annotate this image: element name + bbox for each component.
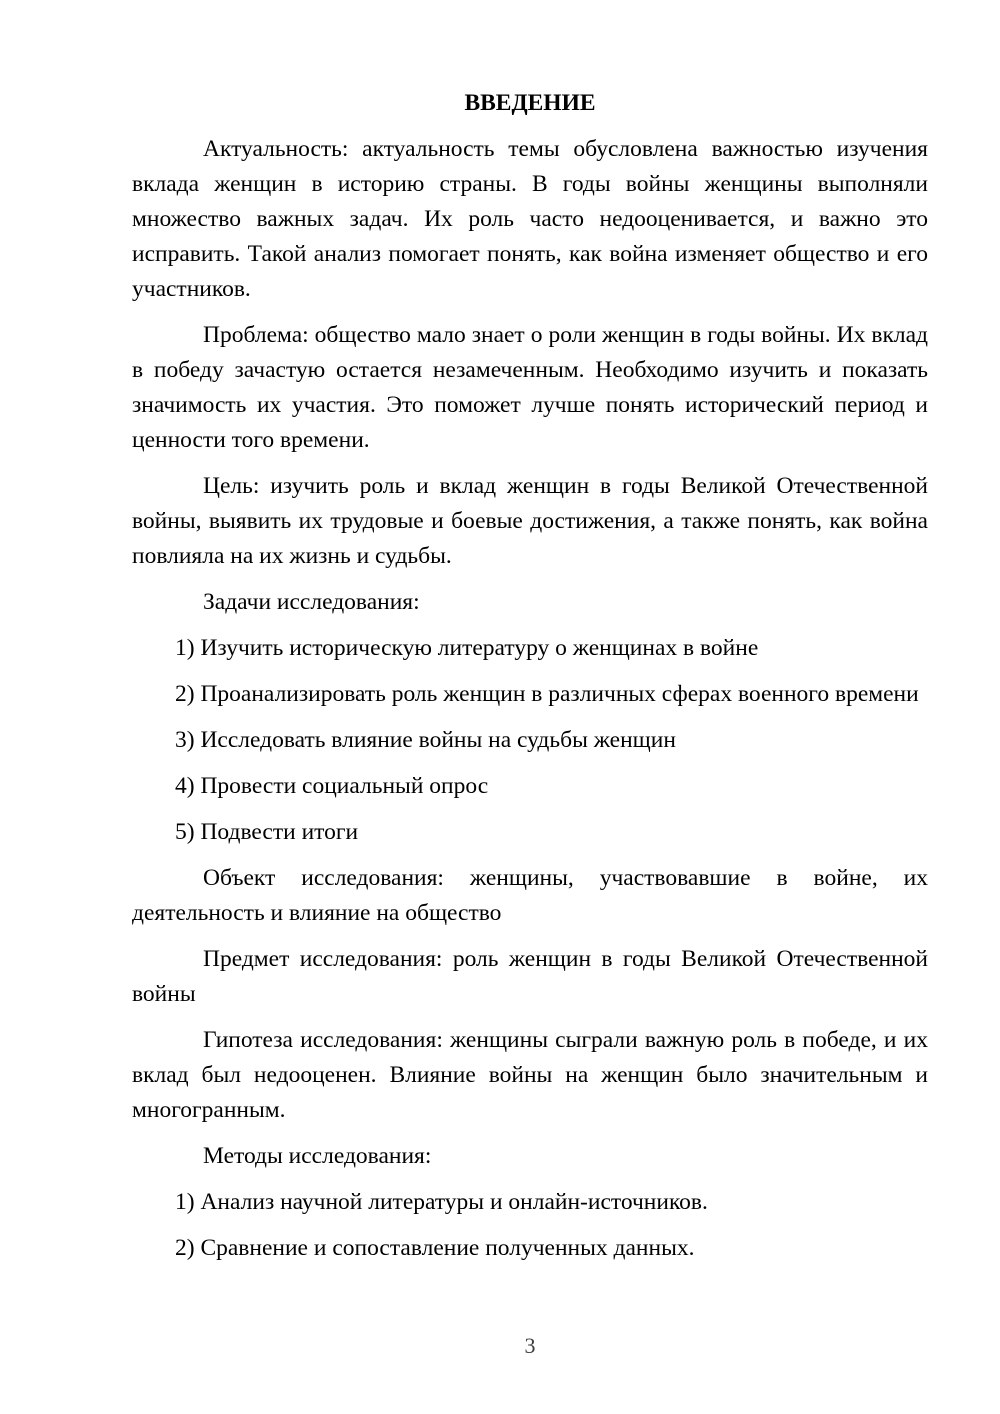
page-number: 3: [524, 1333, 536, 1358]
paragraph-object: Объект исследования: женщины, участвовавшие в войне, их деятельность и влияние на общество: [132, 865, 928, 926]
document-title: ВВЕДЕНИЕ: [464, 90, 596, 116]
task-item-5: 5) Подвести итоги: [175, 819, 359, 845]
task-item-3: 3) Исследовать влияние войны на судьбы женщин: [175, 727, 676, 753]
paragraph-actuality: Актуальность: актуальность темы обусловлена важностью изучения вклада женщин в историю страны. В годы войны женщины выполняли множество важных задач. Их роль часто недооценивается, и важно это исправить. Такой анализ помогает понять, как война изменяет общество и его участников.: [132, 136, 928, 302]
method-item-2: 2) Сравнение и сопоставление полученных данных.: [175, 1235, 695, 1261]
task-item-4: 4) Провести социальный опрос: [175, 773, 489, 799]
task-item-2: 2) Проанализировать роль женщин в различных сферах военного времени: [175, 681, 919, 707]
document-body: [132, 86, 928, 1277]
paragraph-hypothesis: Гипотеза исследования: женщины сыграли важную роль в победе, и их вклад был недооценен. Влияние войны на женщин было значительным и многогранным.: [132, 1027, 928, 1123]
paragraph-problem: Проблема: общество мало знает о роли женщин в годы войны. Их вклад в победу зачастую остается незамеченным. Необходимо изучить и показать значимость их участия. Это поможет лучше понять исторический период и ценности того времени.: [132, 322, 928, 453]
heading-tasks: Задачи исследования:: [203, 589, 420, 615]
paragraph-goal: Цель: изучить роль и вклад женщин в годы Великой Отечественной войны, выявить их трудовые и боевые достижения, а также понять, как война повлияла на их жизнь и судьбы.: [132, 473, 928, 569]
paragraph-subject: Предмет исследования: роль женщин в годы Великой Отечественной войны: [132, 946, 928, 1007]
method-item-1: 1) Анализ научной литературы и онлайн-источников.: [175, 1189, 708, 1215]
heading-methods: Методы исследования:: [203, 1143, 432, 1169]
task-item-1: 1) Изучить историческую литературу о женщинах в войне: [175, 635, 759, 661]
